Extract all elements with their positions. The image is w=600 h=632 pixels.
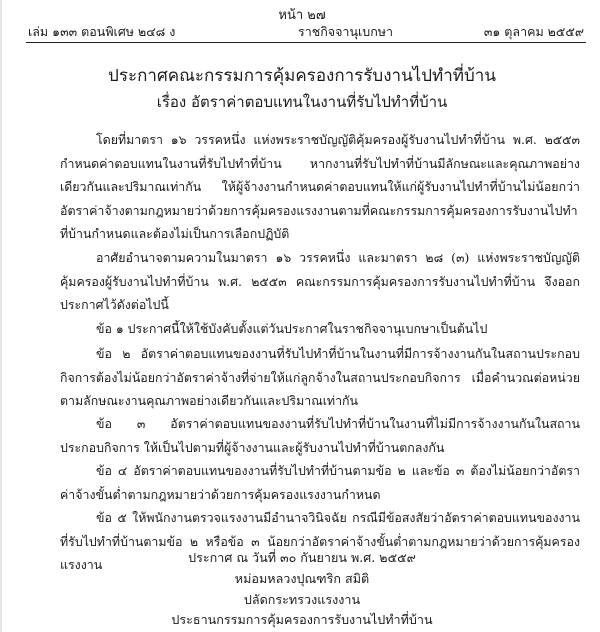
announcement-title: ประกาศคณะกรรมการคุ้มครองการรับงานไปทำที่บ้าน: [108, 66, 496, 86]
gazette-name: ราชกิจจานุเบกษา: [298, 24, 394, 39]
signatory-chair-title: ประธานกรรมการคุ้มครองการรับงานไปทำที่บ้าน: [171, 612, 433, 627]
clause-2: ข้อ ๒ อัตราค่าตอบแทนของงานที่รับไปทำที่บ้านในงานที่มีการจ้างงานกันในสถานประกอบกิจการต้องไม่น้อยกว่าอัตราค่าจ้างที่จ่ายให้แก่ลูกจ้างในสถานประกอบกิจการ เมื่อคำนวณต่อหน่วยตามลักษณะงานคุณภาพอย่างเดียวกันและปริมาณเท่ากัน: [60, 346, 580, 409]
announcement-subject: เรื่อง อัตราค่าตอบแทนในงานที่รับไปทำที่บ้าน: [156, 93, 448, 111]
gazette-header: [28, 22, 584, 40]
announcement-date: ประกาศ ณ วันที่ ๓๐ กันยายน พ.ศ. ๒๕๕๙: [188, 550, 416, 565]
clause-5: ข้อ ๕ ให้พนักงานตรวจแรงงานมีอำนาจวินิจฉัย กรณีมีข้อสงสัยว่าอัตราค่าตอบแทนของงานที่รับไปทำที่บ้านตามข้อ ๒ หรือข้อ ๓ น้อยกว่าอัตราค่าจ้างขั้นต่ำตามกฎหมายว่าด้วยการคุ้มครองแรงงาน: [60, 510, 580, 573]
signatory-position: ปลัดกระทรวงแรงงาน: [243, 592, 361, 607]
signatory-name: หม่อมหลวงปุณฑริก สมิติ: [234, 571, 370, 586]
clause-1: ข้อ ๑ ประกาศนี้ให้ใช้บังคับตั้งแต่วันประกาศในราชกิจจานุเบกษาเป็นต้นไป: [96, 321, 488, 336]
header-rule: [26, 42, 586, 43]
clause-3: ข้อ ๓ อัตราค่าตอบแทนของงานที่รับไปทำที่บ้านในงานที่ไม่มีการจ้างงานกันในสถานประกอบกิจการ ให้เป็นไปตามที่ผู้จ้างงานและผู้รับงานไปทำที่บ้านตกลงกัน: [60, 416, 580, 455]
preamble-paragraph: โดยที่มาตรา ๑๖ วรรคหนึ่ง แห่งพระราชบัญญัติคุ้มครองผู้รับงานไปทำที่บ้าน พ.ศ. ๒๕๕๓ กำหนดค่าตอบแทนในงานที่รับไปทำที่บ้าน หากงานที่รับไปทำที่บ้านมีลักษณะและคุณภาพอย่างเดียวกันและปริมาณเท่ากัน ให้ผู้จ้างงานกำหนดค่าตอบแทนให้แก่ผู้รับงานไปทำที่บ้านไม่น้อยกว่าอัตราค่าจ้างตามกฎหมายว่าด้วยการคุ้มครองแรงงานตามที่คณะกรรมการคุ้มครองการรับงานไปทำที่บ้านกำหนดและต้องไม่เป็นการเลือกปฏิบัติ: [60, 132, 580, 242]
volume-issue: เล่ม ๑๓๓ ตอนพิเศษ ๒๔๘ ง: [28, 24, 176, 39]
page-number: หน้า ๒๗: [278, 8, 326, 23]
clause-4: ข้อ ๔ อัตราค่าตอบแทนของงานที่รับไปทำที่บ้านตามข้อ ๒ และข้อ ๓ ต้องไม่น้อยกว่าอัตราค่าจ้างขั้นต่ำตามกฎหมายว่าด้วยการคุ้มครองแรงงานกำหนด: [60, 463, 580, 502]
publication-date: ๓๑ ตุลาคม ๒๕๕๙: [483, 24, 584, 39]
authority-paragraph: อาศัยอำนาจตามความในมาตรา ๑๖ วรรคหนึ่ง และมาตรา ๒๘ (๓) แห่งพระราชบัญญัติคุ้มครองผู้รับงานไปทำที่บ้าน พ.ศ. ๒๕๕๓ คณะกรรมการคุ้มครองการรับงานไปทำที่บ้าน จึงออกประกาศไว้ดังต่อไปนี้: [60, 250, 580, 313]
